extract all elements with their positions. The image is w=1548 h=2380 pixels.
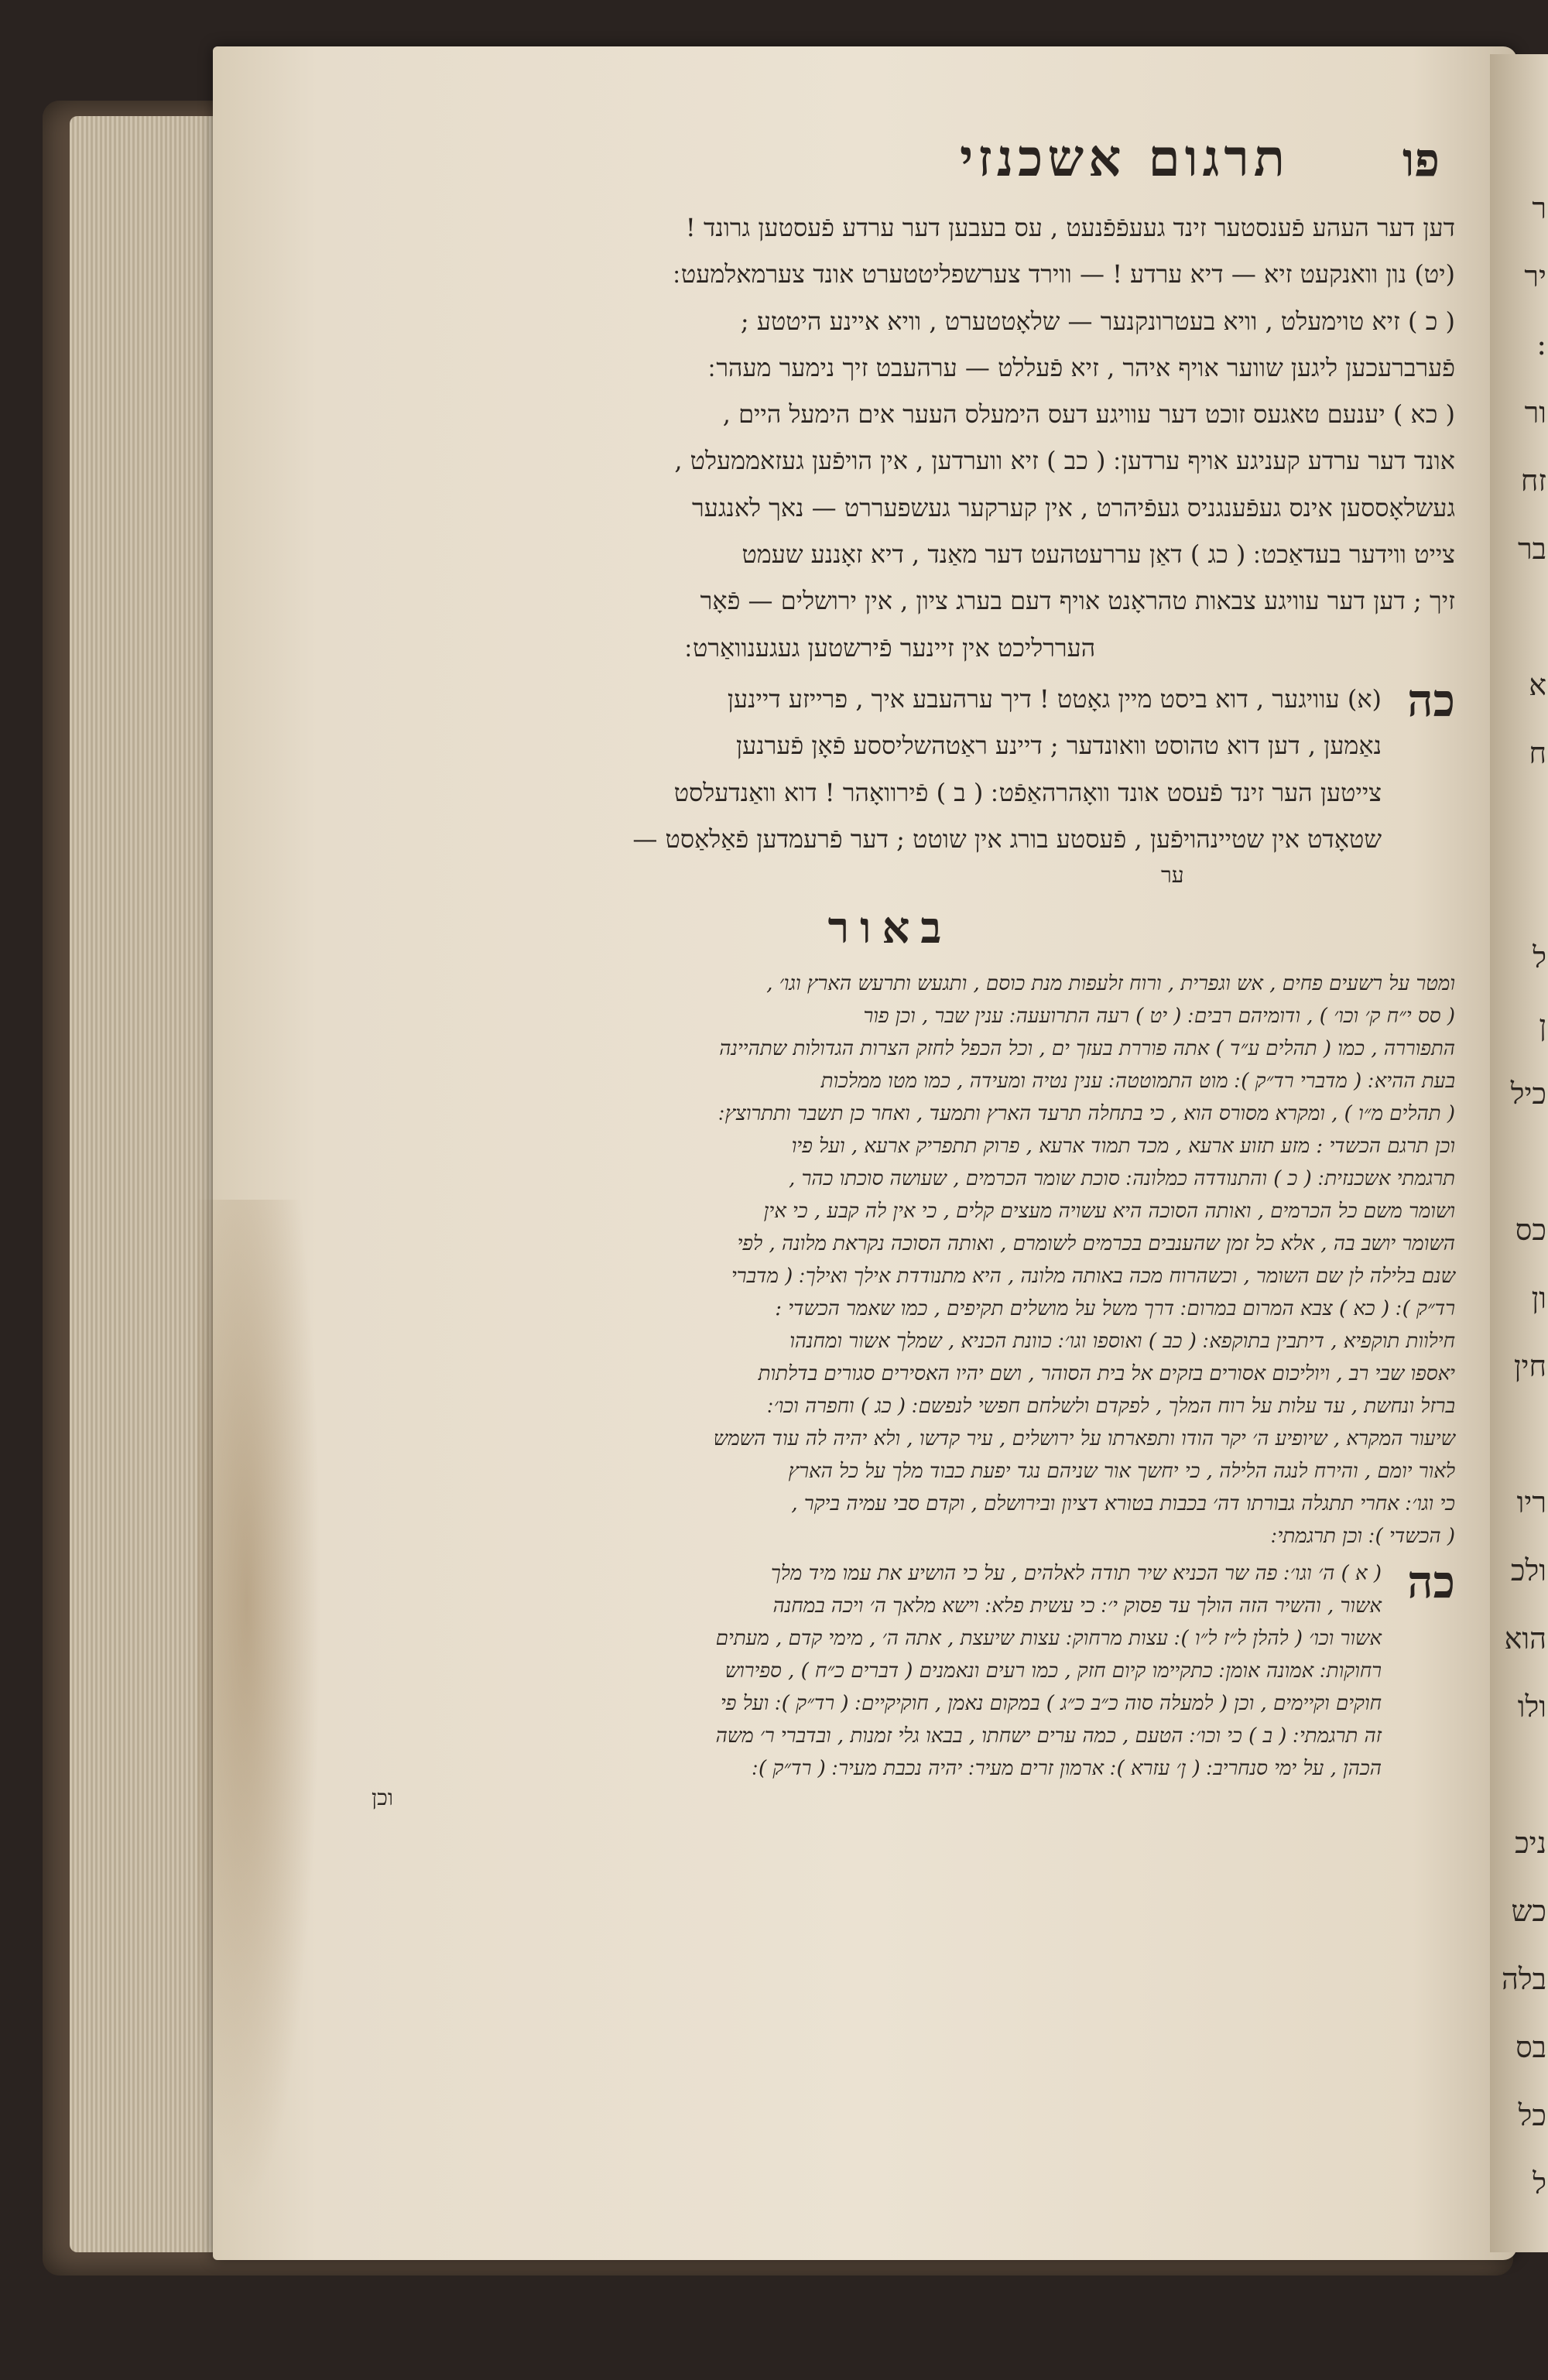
- facing-fragment: ור: [1524, 396, 1546, 430]
- translation-line: זיך ; דען דער עוויגע צבאות טהראָנט אויף דעם בערג ציון , אין ירושלים — פֿאָר: [700, 586, 1455, 616]
- facing-fragment: [1494, 594, 1546, 663]
- commentary-line: שנם בלילה לן שם השומר , וכשהרוח מכה באותה מלונה , היא מתנודדת אילך ואילך ׃ ( מדברי: [731, 1265, 1455, 1289]
- commentary-chapter-line: זה תרגמתי ׃ ( ב ) כי וכו׳ ׃ הטעם , כמה ערים ישחתו , בבאו גלי זמנות , ובדברי ר׳ משה: [715, 1724, 1382, 1748]
- facing-fragment: כס: [1515, 1213, 1546, 1247]
- facing-fragment: ון: [1531, 1281, 1546, 1315]
- translation-line: אונד דער ערדע קעניגע אויף ערדען ׃ ( כב ) זיא ווערדען , אין הויפֿען געזאממעלט ,: [674, 446, 1455, 476]
- facing-fragment: [1494, 1752, 1546, 1820]
- page-content: [325, 128, 1455, 1811]
- commentary-line: חילוות תוקפיא , דיתבין בתוקפא ׃ ( כב ) ואוספו וגו׳ ׃ כוונת הכניא , שמלך אשור ומחנהו: [789, 1330, 1455, 1354]
- commentary-line: ברזל ונחשת , עד עלות על רוח המלך , לפקדם ולשלחם חפשי לנפשם ׃ ( כג ) וחפרה וכו׳ ׃: [767, 1395, 1455, 1419]
- commentary-line: ( תהלים מ״ו ) , ומקרא מסורס הוא , כי בתחלה תרעד הארץ ותמעד , ואחר כן תשבר ותתרוצץ ׃: [718, 1102, 1455, 1126]
- facing-fragment: :: [1536, 327, 1546, 361]
- chapter-line: שטאָדט אין שטיינהויפֿען , פֿעסטע בורג אין שוטט ; דער פֿרעמדען פֿאַלאַסט —: [632, 824, 1382, 854]
- facing-fragment: הוא: [1504, 1621, 1546, 1656]
- facing-fragment: בלה: [1502, 1962, 1546, 1996]
- facing-fragment: ח: [1529, 736, 1546, 770]
- facing-fragment: ריו: [1516, 1485, 1546, 1519]
- commentary-line: וכן תרגם הכשדי : מזע תזוע ארעא , מכד תמוד ארעא , פרוק תתפריק ארעא , ועל פיו: [791, 1135, 1455, 1159]
- commentary-chapter-line: חוקים וקיימים , וכן ( למעלה סוה כ״ב כ״ג ) במקום נאמן , חוקיקיים ׃ ( רד״ק ) ׃ ועל פי: [720, 1692, 1382, 1716]
- facing-fragment: [1494, 867, 1546, 935]
- chapter-text: [325, 676, 1382, 862]
- folio-number: פו: [1402, 133, 1440, 187]
- translation-line: געשלאָססען אינס געפֿענגניס געפֿיהרט , אין קערקער געשפעררט — נאך לאנגער: [692, 492, 1455, 522]
- commentary-line: שיעור המקרא , שיופיע ה׳ יקר הודו ותפארתו על ירושלים , עיר קדשו , ולא יהיה לה עוד השמש: [713, 1427, 1455, 1451]
- commentary-title: באור: [827, 902, 953, 954]
- translation-line: צייט ווידער בעדאַכט ׃ ( כג ) דאַן עררעטהעט דער מאַנד , דיא זאָננע שעמט: [741, 539, 1455, 570]
- facing-fragment: ל: [1533, 2166, 1546, 2200]
- facing-fragment: כש: [1511, 1894, 1546, 1928]
- commentary-line: כי וגו׳ ׃ אחרי תתגלה גבורתו דה׳ בכבות בטורא דציון ובירושלם , וקדם סבי עמיה ביקר ,: [791, 1492, 1455, 1516]
- commentary-line: רד״ק ) ׃ ( כא ) צבא המרום במרום ׃ דרך משל על מושלים תקיפים , כמו שאמר הכשדי :: [775, 1297, 1455, 1321]
- chapter-number: כה: [1407, 673, 1455, 727]
- facing-fragment: בס: [1515, 2030, 1546, 2064]
- translation-line: ( כא ) יענעם טאגעס זוכט דער עוויגע דעס הימעלס העער אים הימעל היים ,: [722, 399, 1455, 430]
- facing-fragment: כל: [1518, 2098, 1546, 2132]
- facing-fragment: ניכ: [1515, 1826, 1546, 1860]
- facing-fragment: ולו: [1517, 1690, 1546, 1724]
- facing-fragment: חין: [1513, 1349, 1546, 1383]
- commentary-line: לאור יומם , והירח לנגה הלילה , כי יחשך אור שניהם נגד יפעת כבוד מלך על כל הארץ: [788, 1460, 1455, 1484]
- commentary-line: ( סס י״ח ק׳ וכו׳ ) , ודומיהם רבים ׃ ( יט ) רעה התרועעה ׃ ענין שבר , וכן פור: [863, 1005, 1455, 1029]
- commentary-line: התפוררה , כמו ( תהלים ע״ד ) אתה פוררת בעזך ים , וכל הכפל לחזק הצרות הגדולות שתהיינה: [719, 1037, 1455, 1061]
- commentary-block: [325, 967, 1455, 1553]
- commentary-chapter-line: הכהן , על ימי סנחריב ׃ ( ן׳ עזרא ) ׃ ארמון זרים מעיר ׃ יהיה נכבת מעיר ׃ ( רד״ק ) ׃: [752, 1757, 1382, 1781]
- facing-page-text: [1494, 186, 1546, 2229]
- facing-fragment: א: [1529, 668, 1546, 702]
- commentary-line: השומר יושב בה , אלא כל זמן שהענבים בכרמים לשומרם , ואותה הסוכה נקראת מלונה , לפי: [737, 1232, 1455, 1256]
- commentary-line: ( הכשדי ) ׃ וכן תרגמתי ׃: [1271, 1525, 1455, 1549]
- facing-fragment: בר: [1518, 532, 1546, 566]
- chapter-line: צייטען הער זינד פֿעסט אונד וואָהרהאַפֿט ׃ ( ב ) פֿירוואָהר ! דוא וואַנדעלסט: [673, 777, 1382, 807]
- facing-fragment: יר: [1524, 259, 1546, 293]
- facing-fragment: [1494, 1412, 1546, 1480]
- commentary-line: יאספו שבי רב , ויוליכום אסורים בזקים אל בית הסוהר , ושם יהיו האסירים סגורים בדלתות: [758, 1362, 1455, 1386]
- commentary-chapter-line: רחוקות ׃ אמונה אומן ׃ כתקיימו קיום חזק , כמו רעים ונאמנים ( דברים כ״ח ) , ספירוש: [724, 1659, 1382, 1683]
- facing-fragment: ר: [1532, 191, 1546, 225]
- chapter-line: (א) עוויגער , דוא ביסט מיין גאָטט ! דיך ערהעבע איך , פרייזע דיינען: [727, 683, 1382, 714]
- page-title: תרגום אשכנזי: [960, 128, 1290, 188]
- commentary-line: בעת ההיא ׃ ( מדברי רד״ק ) ׃ מוט התמוטטה ׃ ענין נטיה ומעידה , כמו מטו ממלכות: [820, 1070, 1455, 1094]
- commentary-chapter-line: אשור וכו׳ ( להלן ל״ז ל״ו ) ׃ עצות מרחוק ׃ עצות שיעצת , אתה ה׳ , מימי קדם , מעתים: [715, 1627, 1382, 1651]
- commentary-chapter-line: ( א ) ה׳ וגו׳ ׃ פה שר הכניא שיר תודה לאלהים , על כי הושיע את עמו מיד מלך: [771, 1562, 1382, 1586]
- facing-fragment: [1494, 1139, 1546, 1207]
- translation-line: (יט) נון וואנקעט זיא — דיא ערדע ! — ווירד צערשפליטטערט אונד צערמאלמעט ׃: [673, 259, 1455, 289]
- chapter-line: נאַמען , דען דוא טהוסט וואונדער ; דיינע ראַטהשליססע פֿאָן פֿערנען: [735, 731, 1382, 761]
- translation-line: דען דער העהע פֿענסטער זינד געעפֿפֿנעט , עס בעבען דער ערדע פֿעסטען גרונד !: [685, 213, 1455, 242]
- water-stain: [197, 1200, 321, 2206]
- facing-fragment: ל: [1533, 940, 1546, 974]
- catchword: ער: [1161, 862, 1184, 889]
- commentary-line: ומטר על רשעים פחים , אש וגפרית , ורוח זלעפות מנת כוסם , ותגעש ותרעש הארץ וגו׳ ,: [766, 972, 1455, 996]
- translation-line: ( כ ) זיא טוימעלט , וויא בעטרונקנער — שלאָטטערט , וויא איינע היטטע ;: [740, 306, 1455, 336]
- commentary-line: תרגמתי אשכנזית ׃ ( כ ) והתנודדה כמלונה ׃ סוכת שומר הכרמים , שעושה סוכתו כהר ,: [789, 1167, 1455, 1191]
- chapter-25-block: [325, 673, 1455, 862]
- facing-fragment: ולכ: [1510, 1553, 1546, 1587]
- running-head: [666, 128, 1440, 189]
- commentary-line: ושומר משם כל הכרמים , ואותה הסוכה היא עשויה מעצים קלים , כי אין לה קבע , כי אין: [763, 1200, 1455, 1224]
- translation-block: [325, 204, 1455, 671]
- commentary-chapter-line: אשור , והשיר הזה הולך עד פסוק י׳ ׃ כי עשית פלא ׃ וישא מלאך ה׳ ויכה במחנה: [772, 1594, 1382, 1618]
- commentary-catchword: וכן: [372, 1785, 393, 1811]
- commentary-chapter-number: כה: [1407, 1556, 1455, 1609]
- commentary-chapter-text: [325, 1557, 1382, 1785]
- translation-line: העררליכט אין זיינער פֿירשטען געגענוואַרט ׃: [684, 632, 1096, 663]
- facing-fragment: זח: [1520, 464, 1546, 498]
- translation-line: פֿערברעכען ליגען שווער אויף איהר , זיא פֿעללט — ערהעבט זיך נימער מעהר ׃: [708, 352, 1455, 382]
- facing-fragment: ן: [1539, 1009, 1546, 1043]
- commentary-chapter-25-block: [325, 1557, 1455, 1785]
- facing-fragment: [1494, 799, 1546, 867]
- facing-fragment: כיל: [1510, 1077, 1546, 1111]
